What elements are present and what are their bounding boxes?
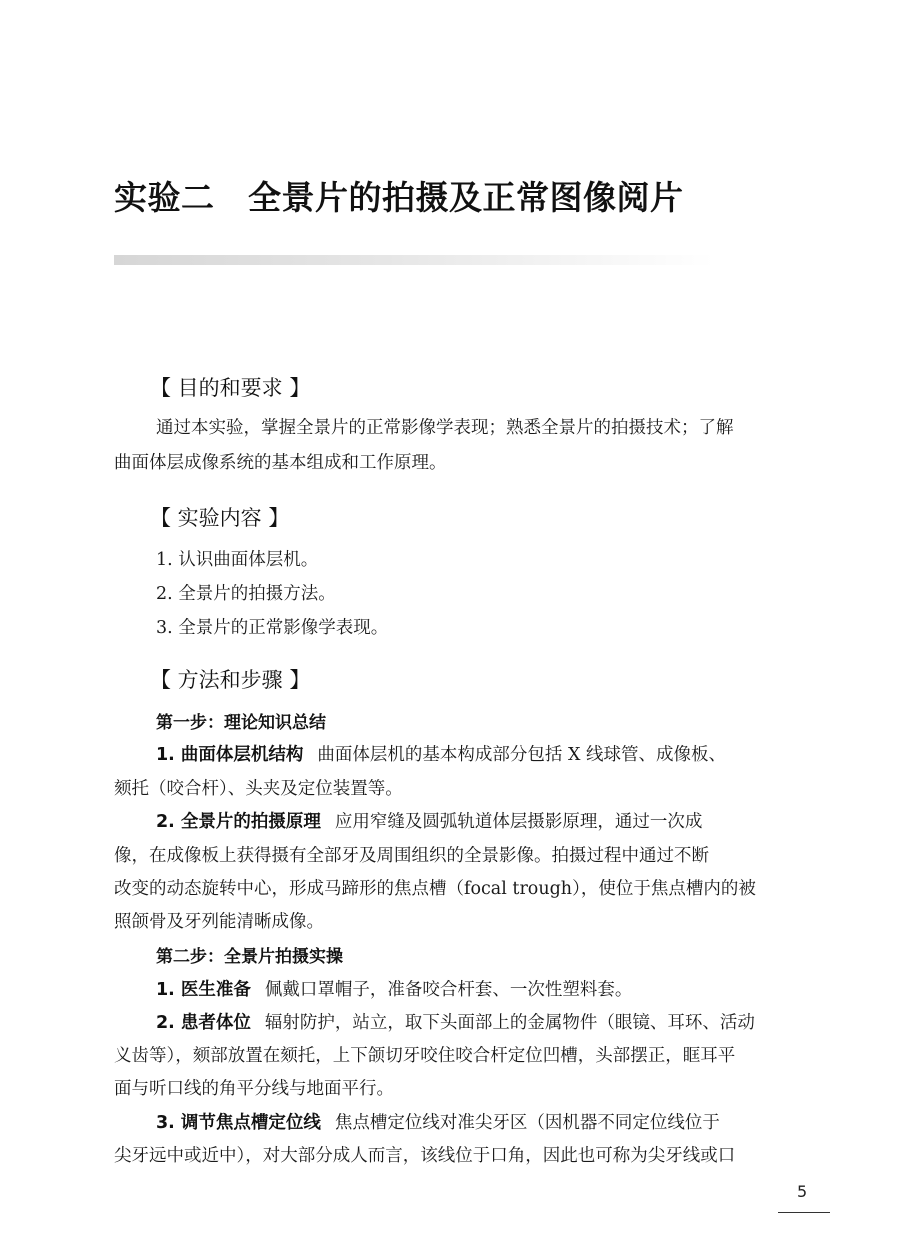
step2-paragraph-3-text: 焦点槽定位线对准尖牙区（因机器不同定位线位于 [334, 1113, 720, 1133]
step1-paragraph-1-label: 1. 曲面体层机结构 [156, 745, 304, 765]
step2-paragraph-3-line-1 [156, 1109, 856, 1134]
purpose-text-line-2: 曲面体层成像系统的基本组成和工作原理。 [114, 453, 447, 473]
step1-paragraph-2-text: 应用窄缝及圆弧轨道体层摄影原理，通过一次成 [334, 812, 703, 832]
step2-paragraph-2-line-3: 面与听口线的角平分线与地面平行。 [114, 1079, 394, 1099]
page-title: 实验二 全景片的拍摄及正常图像阅片 [114, 178, 684, 217]
section-heading-purpose: 【 目的和要求 】 [150, 376, 311, 400]
step-2-title: 第二步：全景片拍摄实操 [156, 947, 343, 967]
step2-paragraph-2-text: 辐射防护，站立，取下头面部上的金属物件（眼镜、耳环、活动 [264, 1013, 755, 1033]
content-item-3: 3. 全景片的正常影像学表现。 [156, 618, 389, 638]
purpose-text-line-1: 通过本实验，掌握全景片的正常影像学表现；熟悉全景片的拍摄技术；了解 [156, 418, 734, 438]
step2-paragraph-2-line-2: 义齿等），颏部放置在颏托，上下颌切牙咬住咬合杆定位凹槽，头部摆正，眶耳平 [114, 1046, 736, 1066]
content-item-1: 1. 认识曲面体层机。 [156, 550, 319, 570]
step2-paragraph-2-line-1 [156, 1009, 856, 1034]
step1-paragraph-1-line-1 [156, 741, 856, 766]
page-number-rule [778, 1212, 830, 1213]
step1-paragraph-2-label: 2. 全景片的拍摄原理 [156, 812, 321, 832]
step1-paragraph-2-line-3: 改变的动态旋转中心，形成马蹄形的焦点槽（focal trough），使位于焦点槽内的被 [114, 879, 756, 899]
step2-paragraph-2-label: 2. 患者体位 [156, 1013, 251, 1033]
section-heading-content: 【 实验内容 】 [150, 506, 290, 530]
step1-paragraph-2-line-4: 照颌骨及牙列能清晰成像。 [114, 912, 324, 932]
section-heading-methods: 【 方法和步骤 】 [150, 668, 311, 692]
step2-paragraph-1-text: 佩戴口罩帽子，准备咬合杆套、一次性塑料套。 [264, 980, 633, 1000]
title-underline-bar [114, 255, 714, 265]
step1-paragraph-2-line-2: 像，在成像板上获得摄有全部牙及周围组织的全景影像。拍摄过程中通过不断 [114, 846, 709, 866]
page-number: 5 [797, 1182, 808, 1201]
step1-paragraph-1-text: 曲面体层机的基本构成部分包括 X 线球管、成像板、 [317, 745, 727, 765]
step2-paragraph-3-label: 3. 调节焦点槽定位线 [156, 1113, 321, 1133]
step2-paragraph-1-label: 1. 医生准备 [156, 980, 251, 1000]
step2-paragraph-3-line-2: 尖牙远中或近中），对大部分成人而言，该线位于口角，因此也可称为尖牙线或口 [114, 1146, 736, 1166]
step2-paragraph-1-line-1 [156, 976, 856, 1001]
step1-paragraph-2-line-1 [156, 808, 856, 833]
step1-paragraph-1-line-2: 颏托（咬合杆）、头夹及定位装置等。 [114, 779, 403, 799]
content-item-2: 2. 全景片的拍摄方法。 [156, 584, 336, 604]
step-1-title: 第一步：理论知识总结 [156, 713, 326, 733]
